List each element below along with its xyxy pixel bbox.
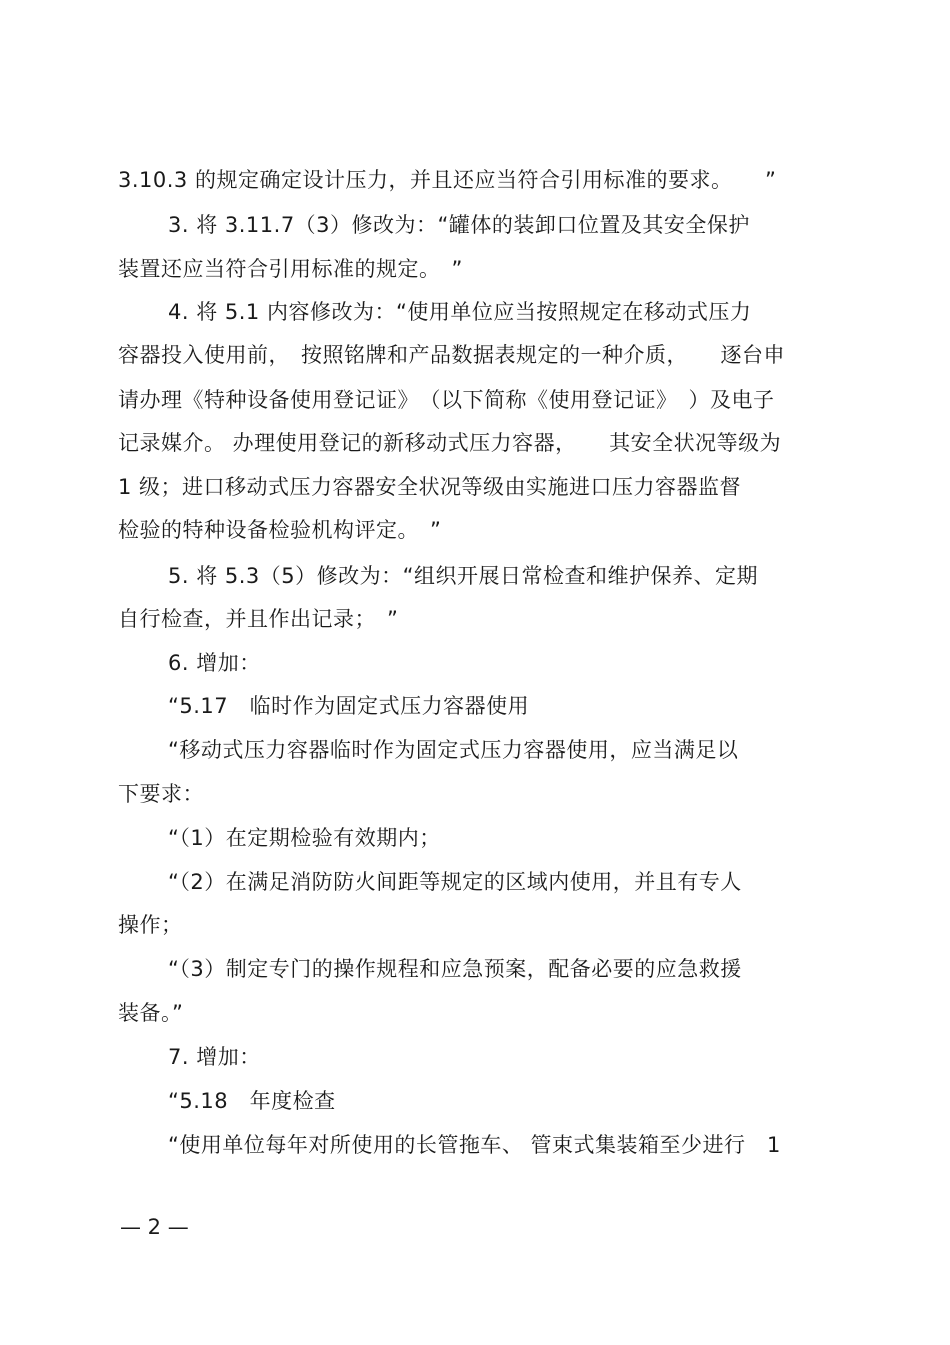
text-line: 容器投入使用前， 按照铭牌和产品数据表规定的一种介质， 逐台申 [118, 343, 785, 367]
list-item: “（3）制定专门的操作规程和应急预案，配备必要的应急救援 [168, 957, 742, 981]
page-number: — 2 — [120, 1215, 189, 1239]
text-line: 7. 增加： [168, 1045, 261, 1069]
text-line: 装置还应当符合引用标准的规定。 ” [118, 257, 463, 281]
text-line: 装备。” [118, 1001, 184, 1025]
list-item: “（2）在满足消防防火间距等规定的区域内使用，并且有专人 [168, 870, 742, 894]
text-line: 下要求： [118, 782, 204, 806]
text-line: 3. 将 3.11.7（3）修改为：“罐体的装卸口位置及其安全保护 [168, 213, 750, 237]
text-line: 6. 增加： [168, 651, 261, 675]
text-line: 5. 将 5.3（5）修改为：“组织开展日常检查和维护保养、定期 [168, 564, 759, 588]
list-item: “（1）在定期检验有效期内； [168, 826, 441, 850]
text-line: “移动式压力容器临时作为固定式压力容器使用，应当满足以 [168, 738, 739, 762]
text-line: 检验的特种设备检验机构评定。 ” [118, 518, 442, 542]
text-line: 自行检查，并且作出记录； ” [118, 607, 399, 631]
text-line: 1 级；进口移动式压力容器安全状况等级由实施进口压力容器监督 [118, 475, 742, 499]
text-line: 3.10.3 的规定确定设计压力，并且还应当符合引用标准的要求。 ” [118, 168, 777, 192]
text-line: 操作； [118, 913, 183, 937]
text-line: 记录媒介。 办理使用登记的新移动式压力容器， 其安全状况等级为 [118, 431, 782, 455]
text-line: 请办理《特种设备使用登记证》 （以下简称《使用登记证》 ）及电子 [118, 388, 775, 412]
section-heading: “5.18 年度检查 [168, 1089, 336, 1113]
text-line: “使用单位每年对所使用的长管拖车、 管束式集装箱至少进行 1 [168, 1133, 781, 1157]
section-heading: “5.17 临时作为固定式压力容器使用 [168, 694, 530, 718]
text-line: 4. 将 5.1 内容修改为：“使用单位应当按照规定在移动式压力 [168, 300, 752, 324]
